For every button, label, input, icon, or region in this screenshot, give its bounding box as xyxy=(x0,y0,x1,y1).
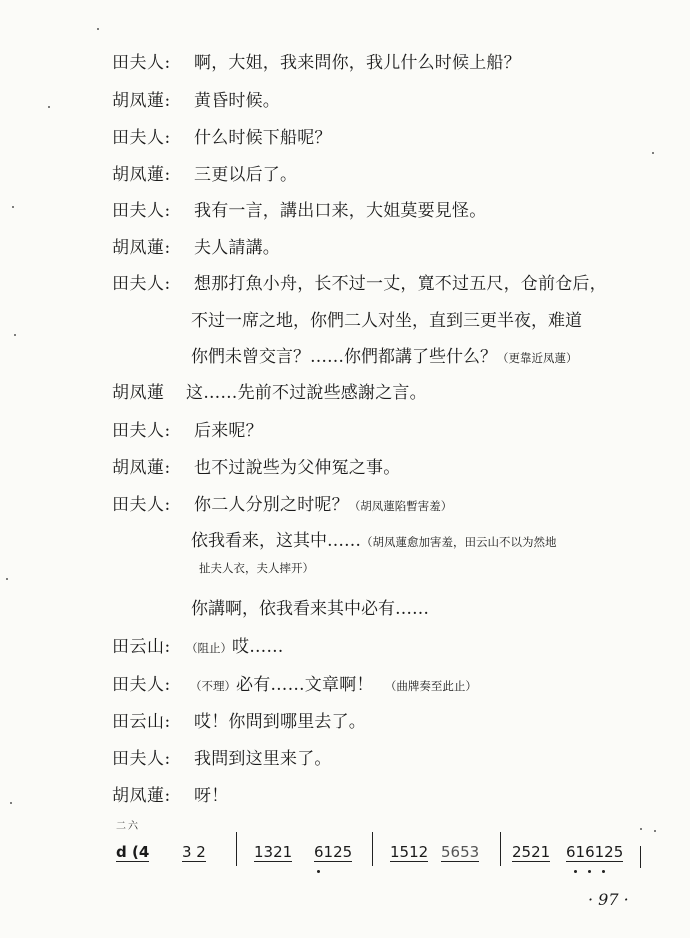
line-text: 啊，大姐，我来問你，我儿什么时候上船？ xyxy=(194,53,521,73)
speaker: 胡凤蓮: xyxy=(112,238,171,258)
notation-group-3a xyxy=(390,843,428,861)
low-octave-dot xyxy=(602,870,605,873)
line-text xyxy=(186,632,284,657)
notation-start-text: d (4 xyxy=(116,843,150,861)
speaker: 田云山: xyxy=(112,637,171,657)
line-text: 什么时候下船呢？ xyxy=(194,128,332,148)
scan-speck xyxy=(640,828,642,830)
line-text xyxy=(190,670,477,695)
speaker: 胡凤蓮: xyxy=(112,91,171,111)
stage-direction: （阻止） xyxy=(186,641,232,655)
speaker: 田云山: xyxy=(112,712,171,732)
notation-g4a-text: 2521 xyxy=(512,843,551,861)
bar-line xyxy=(500,832,501,866)
speaker: 胡凤蓮: xyxy=(112,786,171,806)
line-text: 我有一言，講出口来，大姐莫要見怪。 xyxy=(194,201,487,221)
notation-group-3b xyxy=(441,843,479,861)
scan-speck xyxy=(10,802,12,804)
line-text-main: 你們未曾交言？……你們都講了些什么？ xyxy=(191,347,497,367)
scan-speck xyxy=(654,830,656,832)
speaker: 田夫人: xyxy=(112,749,171,769)
stage-direction: （更靠近凤蓮） xyxy=(497,351,578,365)
low-octave-dot xyxy=(588,870,591,873)
line-text: 三更以后了。 xyxy=(194,165,298,185)
bar-line xyxy=(372,832,373,866)
notation-g1-text: 3 2 xyxy=(182,843,206,861)
line-text: 也不过說些为父伸冤之事。 xyxy=(194,458,401,478)
notation-group-1 xyxy=(182,843,206,861)
speaker: 田夫人: xyxy=(112,201,171,221)
speaker: 田夫人: xyxy=(112,675,171,695)
notation-g2a-text: 1321 xyxy=(254,843,293,861)
scan-speck xyxy=(48,106,50,108)
notation-g2b-text: 6125 xyxy=(314,843,353,861)
line-text-main: 依我看来，这其中…… xyxy=(191,531,361,551)
low-octave-dot xyxy=(574,870,577,873)
line-text: 夫人請講。 xyxy=(194,238,280,258)
low-octave-dot xyxy=(317,870,320,873)
scan-speck xyxy=(97,28,99,30)
stage-direction: 扯夫人衣，夫人摔开） xyxy=(199,561,314,575)
speaker: 胡凤蓮: xyxy=(112,165,171,185)
scan-speck xyxy=(6,578,8,580)
speaker: 胡凤蓮 xyxy=(112,383,165,403)
line-text: 我問到这里来了。 xyxy=(194,749,332,769)
line-text: 哎！你問到哪里去了。 xyxy=(194,712,366,732)
notation-g3b-text: 5653 xyxy=(441,843,480,861)
line-text: 不过一席之地，你們二人对坐，直到三更半夜，难道 xyxy=(191,311,582,331)
notation-g3a-text: 1512 xyxy=(390,843,429,861)
stage-direction: （不理） xyxy=(190,679,236,693)
speaker: 胡凤蓮: xyxy=(112,458,171,478)
notation-group-4b xyxy=(566,843,623,861)
line-text-main: 必有……文章啊！ xyxy=(236,675,374,695)
speaker: 田夫人: xyxy=(112,274,171,294)
notation-key-label: 二六 xyxy=(116,821,140,832)
line-text-main: 哎…… xyxy=(232,637,284,657)
notation-group-2b xyxy=(314,843,352,861)
line-text-main: 你二人分別之时呢？ xyxy=(194,495,349,515)
page-number: · 97 · xyxy=(588,890,629,909)
line-text: 黄昏时候。 xyxy=(194,91,280,111)
speaker: 田夫人: xyxy=(112,53,171,73)
scan-speck xyxy=(12,206,14,208)
line-text xyxy=(191,526,557,551)
notation-g4b-text: 616125 xyxy=(566,843,624,861)
line-text: 你講啊，依我看来其中必有…… xyxy=(191,599,429,619)
stage-direction: （胡凤蓮陷暫害羞） xyxy=(348,499,453,513)
line-text: 呀！ xyxy=(194,786,229,806)
notation-group-2a xyxy=(254,843,292,861)
speaker: 田夫人: xyxy=(112,128,171,148)
bar-line xyxy=(640,846,641,868)
speaker: 田夫人: xyxy=(112,495,171,515)
stage-direction: （胡凤蓮愈加害羞，田云山不以为然地 xyxy=(361,535,557,549)
notation-start xyxy=(116,843,149,861)
scan-speck xyxy=(652,152,654,154)
line-text: 这……先前不过說些感謝之言。 xyxy=(186,383,427,403)
line-text: 后来呢？ xyxy=(194,421,263,441)
notation-group-4a xyxy=(512,843,550,861)
line-text: 想那打魚小舟，长不过一丈，寬不过五尺，仓前仓后， xyxy=(194,274,607,294)
line-text xyxy=(191,342,578,367)
speaker: 田夫人: xyxy=(112,421,171,441)
scan-speck xyxy=(14,334,16,336)
line-text xyxy=(194,490,452,515)
bar-line xyxy=(236,832,237,866)
stage-direction: （曲牌奏至此止） xyxy=(384,679,477,693)
